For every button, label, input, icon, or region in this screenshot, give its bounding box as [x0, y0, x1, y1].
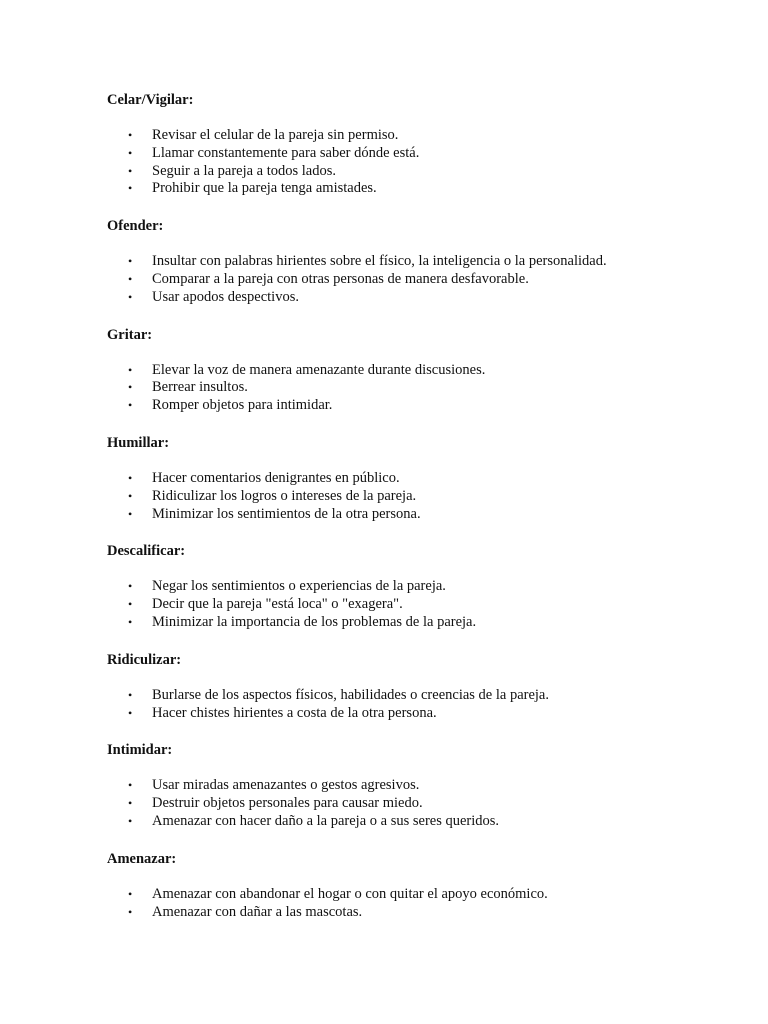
list-item-text: Destruir objetos personales para causar miedo. [152, 795, 423, 812]
list-item [107, 578, 727, 596]
bullet-icon: • [128, 778, 133, 793]
section-heading: Celar/Vigilar: [107, 92, 194, 108]
bullet-icon: • [128, 398, 133, 413]
list-item [107, 470, 727, 488]
list-item-text: Seguir a la pareja a todos lados. [152, 162, 337, 179]
list-item [107, 614, 727, 632]
bullet-icon: • [128, 163, 133, 178]
list-item-text: Llamar constantemente para saber dónde está. [152, 144, 420, 161]
section-ridiculizar [107, 651, 727, 723]
bullet-icon: • [128, 362, 133, 377]
list-item-text: Usar apodos despectivos. [152, 288, 299, 305]
list-item [107, 397, 727, 415]
bullet-list [107, 687, 727, 723]
bullet-icon: • [128, 181, 133, 196]
list-item [107, 705, 727, 723]
list-item [107, 795, 727, 813]
list-item-text: Usar miradas amenazantes o gestos agresivos. [152, 777, 420, 794]
list-item-text: Ridiculizar los logros o intereses de la pareja. [152, 487, 417, 504]
section-ofender [107, 217, 727, 306]
section-heading: Amenazar: [107, 850, 177, 867]
section-heading: Ofender: [107, 218, 164, 235]
bullet-icon: • [128, 145, 133, 160]
bullet-list [107, 578, 727, 631]
list-item [107, 180, 727, 198]
list-item [107, 506, 727, 524]
document-body [107, 91, 727, 940]
list-item-text: Hacer comentarios denigrantes en público. [152, 469, 400, 486]
bullet-icon: • [128, 380, 133, 395]
section-gritar [107, 326, 727, 415]
list-item [107, 813, 727, 831]
list-item [107, 145, 727, 163]
bullet-icon: • [128, 470, 133, 485]
list-item [107, 777, 727, 795]
bullet-icon: • [128, 886, 133, 901]
section-celar-vigilar [107, 91, 727, 198]
section-heading: Humillar: [107, 434, 170, 451]
section-heading: Descalificar: [107, 543, 186, 560]
list-item-text: Amenazar con dañar a las mascotas. [152, 903, 363, 920]
list-item-text: Berrear insultos. [152, 379, 248, 396]
list-item [107, 362, 727, 380]
list-item-text: Minimizar los sentimientos de la otra persona. [152, 505, 421, 522]
section-heading: Intimidar: [107, 742, 173, 759]
list-item-text: Burlarse de los aspectos físicos, habilidades o creencias de la pareja. [152, 686, 549, 703]
bullet-icon: • [128, 687, 133, 702]
list-item-text: Amenazar con hacer daño a la pareja o a sus seres queridos. [152, 812, 500, 829]
list-item-text: Minimizar la importancia de los problemas de la pareja. [152, 613, 477, 630]
list-item [107, 904, 727, 922]
bullet-list [107, 253, 727, 306]
list-item [107, 886, 727, 904]
bullet-icon: • [128, 813, 133, 828]
list-item-text: Amenazar con abandonar el hogar o con quitar el apoyo económico. [152, 885, 548, 902]
bullet-icon: • [128, 904, 133, 919]
list-item [107, 163, 727, 181]
list-item [107, 271, 727, 289]
bullet-list [107, 886, 727, 922]
list-item-text: Elevar la voz de manera amenazante durante discusiones. [152, 361, 486, 378]
list-item-text: Hacer chistes hirientes a costa de la otra persona. [152, 704, 437, 721]
list-item-text: Decir que la pareja "está loca" o "exagera". [152, 596, 403, 613]
list-item [107, 253, 727, 271]
bullet-icon: • [128, 579, 133, 594]
bullet-icon: • [128, 271, 133, 286]
list-item [107, 289, 727, 307]
bullet-icon: • [128, 506, 133, 521]
bullet-icon: • [128, 488, 133, 503]
section-heading: Ridiculizar: [107, 651, 182, 668]
list-item-text: Insultar con palabras hirientes sobre el físico, la inteligencia o la personalidad. [152, 253, 607, 270]
bullet-icon: • [128, 705, 133, 720]
bullet-icon: • [128, 597, 133, 612]
bullet-icon: • [128, 289, 133, 304]
bullet-list [107, 777, 727, 830]
bullet-list [107, 362, 727, 415]
bullet-list [107, 127, 727, 198]
bullet-icon: • [128, 614, 133, 629]
bullet-icon: • [128, 796, 133, 811]
section-descalificar [107, 542, 727, 631]
list-item [107, 687, 727, 705]
section-humillar [107, 434, 727, 523]
list-item-text: Romper objetos para intimidar. [152, 397, 333, 414]
list-item-text: Revisar el celular de la pareja sin permiso. [152, 127, 399, 143]
bullet-icon: • [128, 254, 133, 269]
list-item [107, 488, 727, 506]
list-item [107, 596, 727, 614]
bullet-list [107, 470, 727, 523]
list-item [107, 127, 727, 145]
list-item-text: Comparar a la pareja con otras personas de manera desfavorable. [152, 270, 529, 287]
list-item-text: Negar los sentimientos o experiencias de la pareja. [152, 578, 446, 595]
list-item-text: Prohibir que la pareja tenga amistades. [152, 180, 377, 197]
list-item [107, 379, 727, 397]
section-heading: Gritar: [107, 326, 153, 343]
bullet-icon: • [128, 128, 133, 142]
section-intimidar [107, 741, 727, 830]
section-amenazar [107, 850, 727, 922]
